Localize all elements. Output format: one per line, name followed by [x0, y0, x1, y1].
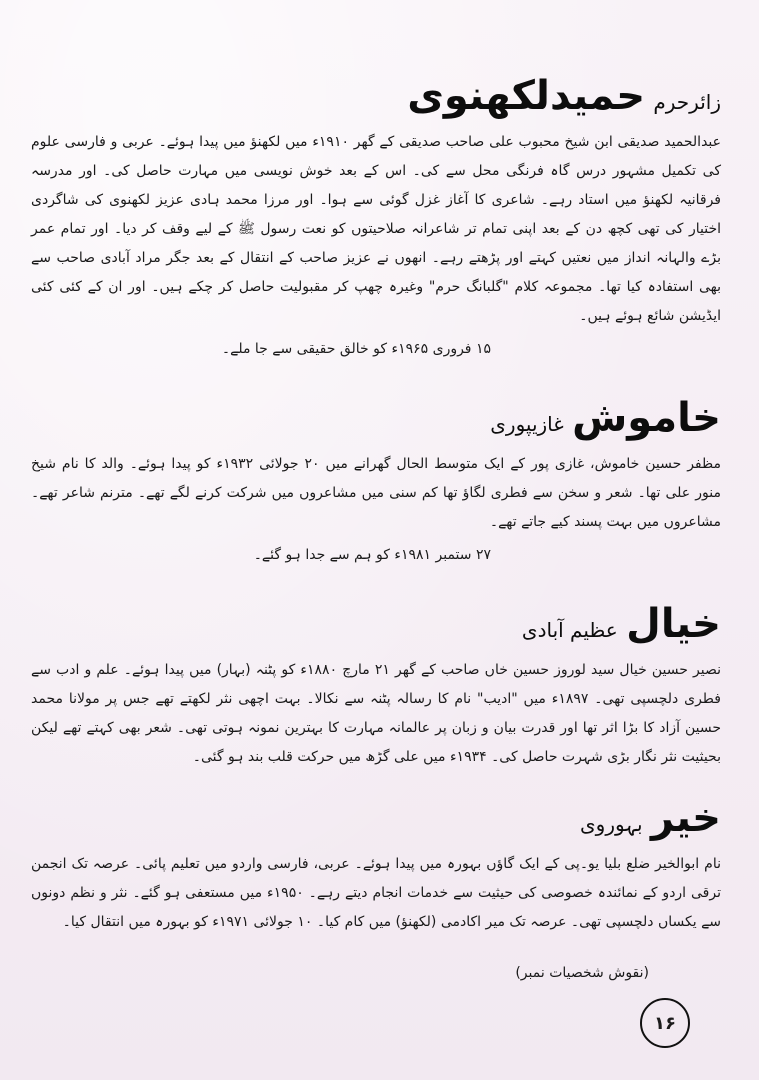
entry-heading — [31, 392, 721, 444]
entry-khayal-azimabadi — [31, 598, 721, 772]
entry-khair-bahrowi — [31, 792, 721, 937]
entry-name-suffix: بہوروی — [580, 812, 643, 836]
entry-name: خیال — [626, 601, 721, 647]
entry-name-suffix: عظیم آبادی — [521, 618, 618, 642]
entry-heading — [31, 70, 721, 122]
entry-heading — [31, 792, 721, 844]
page-number: ۱۶ — [640, 998, 690, 1048]
source-citation: (نقوش شخصیات نمبر) — [515, 965, 649, 981]
entry-name: خیر — [650, 795, 721, 841]
entry-name: خاموش — [572, 395, 721, 441]
entry-death: ۲۷ ستمبر ۱۹۸۱ء کو ہم سے جدا ہو گئے۔ — [253, 547, 491, 563]
entry-name-suffix: حمیدلکھنوی — [407, 73, 646, 119]
entry-bio: نام ابوالخیر ضلع بلیا یو۔پی کے ایک گاؤں بہورہ میں پیدا ہوئے۔ عربی، فارسی واردو میں تعلیم پائی۔ عرصہ تک انجمن ترقی اردو کے نمائندہ خصوصی کی حیثیت سے خدمات انجام دیتے رہے۔ ۱۹۵۰ء میں مستعفی ہو گئے۔ نثر و نظم دونوں سے یکساں دلچسپی تھی۔ عرصہ تک میر اکادمی (لکھنؤ) میں کام کیا۔ ۱۰ جولائی ۱۹۷۱ء کو بہورہ میں انتقال کیا۔ — [31, 856, 721, 930]
entry-name-suffix: غازیپوری — [490, 412, 564, 436]
entry-hameed-lucknowi — [31, 70, 721, 363]
entry-heading — [31, 598, 721, 650]
entry-khamosh-ghazipuri — [31, 392, 721, 569]
entry-bio: عبدالحمید صدیقی ابن شیخ محبوب علی صاحب صدیقی کے گھر ۱۹۱۰ء میں لکھنؤ میں پیدا ہوئے۔ عربی و فارسی علوم کی تکمیل مشہور درس گاہ فرنگی محل سے کی۔ اس کے بعد خوش نویسی میں مہارت حاصل کی۔ اور مدرسہ فرقانیہ لکھنؤ میں استاد رہے۔ شاعری کا آغاز غزل گوئی سے ہوا۔ اور مرزا محمد ہادی عزیز لکھنوی کی شاگردی اختیار کی تھی کچھ دن کے بعد اپنی تمام تر شاعرانہ صلاحیتوں کو نعت رسول ﷺ کے لیے وقف کر دیا۔ اور تمام عمر بڑے والہانہ انداز میں نعتیں کہتے اور پڑھتے رہے۔ انھوں نے عزیز صاحب کے انتقال کے بعد جگر مراد آبادی صاحب سے بھی استفادہ کیا تھا۔ مجموعہ کلام "گلبانگ حرم" وغیرہ چھپ کر مقبولیت حاصل کر چکے ہیں۔ اور ان کے کئی کئی ایڈیشن شائع ہوئے ہیں۔ — [31, 134, 722, 324]
entry-bio: مظفر حسین خاموش، غازی پور کے ایک متوسط الحال گھرانے میں ۲۰ جولائی ۱۹۳۲ء کو پیدا ہوئے۔ والد کا نام شیخ منور علی تھا۔ شعر و سخن سے فطری لگاؤ تھا کم سنی میں مشاعروں میں شرکت کرنے لگے تھے۔ مترنم شاعر تھے۔ مشاعروں میں بہت پسند کیے جاتے تھے۔ — [31, 456, 721, 530]
entry-name: زائرحرم — [653, 90, 721, 114]
entry-bio: نصیر حسین خیال سید لوروز حسین خاں صاحب کے گھر ۲۱ مارچ ۱۸۸۰ء کو پٹنہ (بہار) میں پیدا ہوئے۔ علم و ادب سے فطری دلچسپی تھی۔ ۱۸۹۷ء میں "ادیب" نام کا رسالہ پٹنہ سے نکالا۔ بہت اچھی نثر لکھتے تھے جس پر مولانا محمد حسین آزاد کا بڑا اثر تھا اور قدرت بیان و زبان پر عالمانہ مہارت کا بہترین نمونہ ہوتی تھی۔ شعر بھی کہتے تھے لیکن بحیثیت نثر نگار بڑی شہرت حاصل کی۔ ۱۹۳۴ء میں علی گڑھ میں حرکت قلب بند ہو گئی۔ — [31, 662, 721, 765]
entry-death: ۱۵ فروری ۱۹۶۵ء کو خالق حقیقی سے جا ملے۔ — [221, 341, 491, 357]
